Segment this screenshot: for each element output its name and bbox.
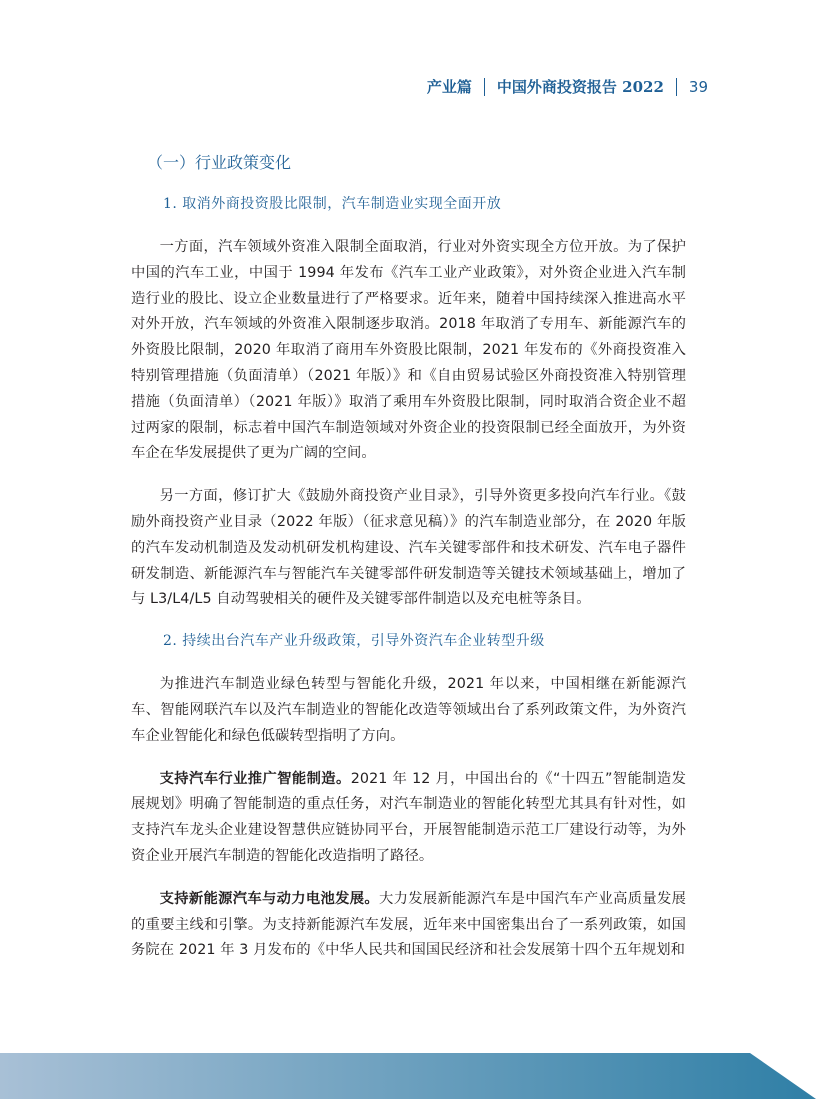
paragraph: 另一方面，修订扩大《鼓励外商投资产业目录》，引导外资更多投向汽车行业。《鼓励外商投资产业目录（2022 年版）（征求意见稿）》的汽车制造业部分，在 2020 年版的汽车发动机制造及发动机研发机构建设、汽车关键零部件和技术研发、汽车电子器件研发制造、新能源汽车与智能汽车关键零部件研发制造等关键技术领域基础上，增加了与 L3/L4/L5 自动驾驶相关的硬件及关键零部件制造以及充电桩等条目。 xyxy=(131,488,686,608)
paragraph xyxy=(131,767,686,870)
subsection-2-heading: 2. 持续出台汽车产业升级政策，引导外资汽车企业转型升级 xyxy=(163,633,545,650)
paragraph: 为推进汽车制造业绿色转型与智能化升级，2021 年以来，中国相继在新能源汽车、智能网联汽车以及汽车制造业的智能化改造等领域出台了系列政策文件，为外资汽车企业智能化和绿色低碳转型指明了方向。 xyxy=(131,676,686,744)
paragraph: 一方面，汽车领域外资准入限制全面取消，行业对外资实现全方位开放。为了保护中国的汽车工业，中国于 1994 年发布《汽车工业产业政策》，对外资企业进入汽车制造行业的股比、设立企业数量进行了严格要求。近年来，随着中国持续深入推进高水平对外开放，汽车领域的外资准入限制逐步取消。2018 年取消了专用车、新能源汽车的外资股比限制，2020 年取消了商用车外资股比限制，2021 年发布的《外商投资准入特别管理措施（负面清单）（2021 年版）》和《自由贸易试验区外商投资准入特别管理措施（负面清单）（2021 年版）》取消了乘用车外资股比限制，同时取消合资企业不超过两家的限制，标志着中国汽车制造领域对外资企业的投资限制已经全面放开，为外资车企在华发展提供了更为广阔的空间。 xyxy=(131,239,686,462)
header-divider xyxy=(676,78,677,96)
paragraph-body: 大力发展新能源汽车是中国汽车产业高质量发展的重要主线和引擎。为支持新能源汽车发展，近年来中国密集出台了一系列政策，如国务院在 2021 年 3 月发布的《中华人民共和国国民经济和社会发展第十四个五年规划和 xyxy=(131,890,686,959)
page-number: 39 xyxy=(688,77,708,96)
header-section: 产业篇 xyxy=(426,78,472,96)
paragraph-body: 2021 年 12 月，中国出台的《“十四五”智能制造发展规划》明确了智能制造的重点任务，对汽车制造业的智能化转型尤其具有针对性，如支持汽车龙头企业建设智慧供应链协同平台，开展智能制造示范工厂建设行动等，为外资企业开展汽车制造的智能化改造指明了路径。 xyxy=(131,770,686,864)
page-content xyxy=(131,150,686,981)
paragraph-lead: 支持新能源汽车与动力电池发展。 xyxy=(159,890,380,907)
page-header xyxy=(427,76,708,97)
footer-decoration xyxy=(0,1053,816,1099)
header-report-title: 中国外商投资报告 2022 xyxy=(496,78,664,96)
footer-band-shape xyxy=(0,1053,816,1099)
subsection-1-heading: 1. 取消外商投资股比限制，汽车制造业实现全面开放 xyxy=(163,196,502,212)
header-divider xyxy=(484,78,485,96)
paragraph xyxy=(131,887,686,964)
paragraph-lead: 支持汽车行业推广智能制造。 xyxy=(159,770,351,787)
section-title: （一）行业政策变化 xyxy=(147,153,292,172)
